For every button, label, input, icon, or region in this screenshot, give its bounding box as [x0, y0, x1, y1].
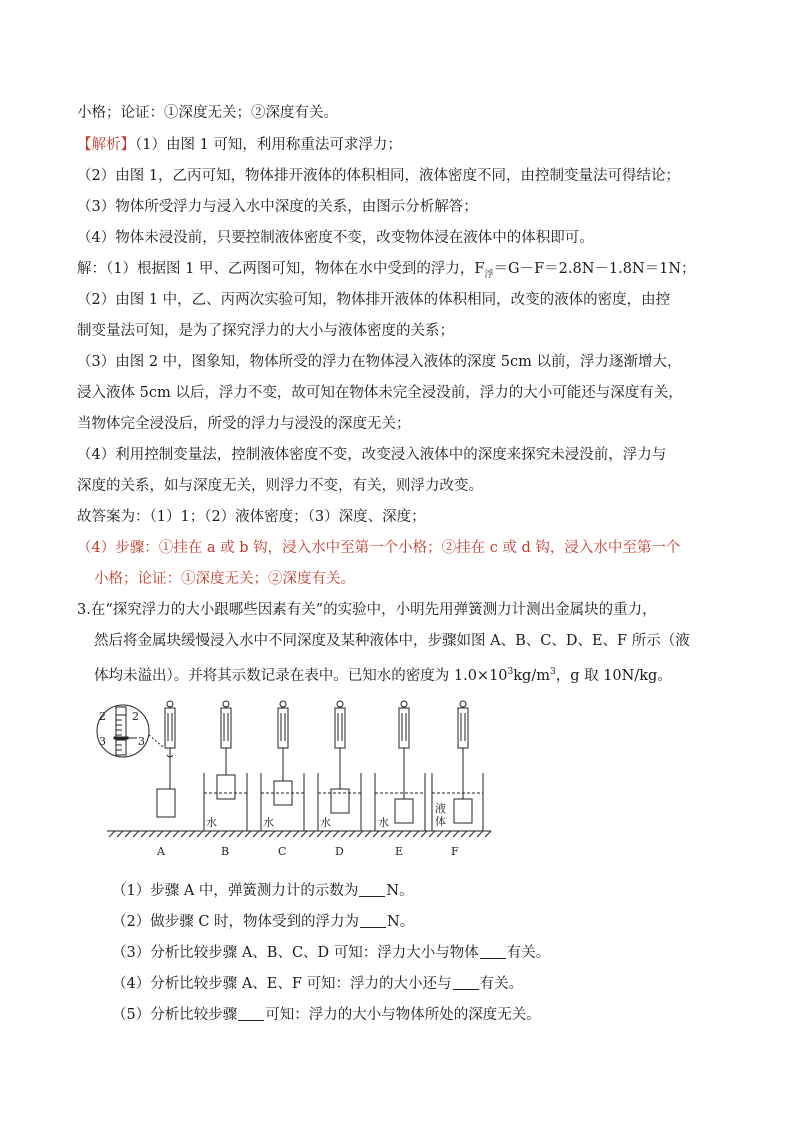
analysis-line-2: （2）由图 1，乙丙可知，物体排开液体的体积相同，液体密度不同，由控制变量法可得结论；	[77, 168, 681, 184]
sub-question-3-suffix: 有关。	[506, 945, 551, 961]
answer-line-4a: （4）步骤：①挂在 a 或 b 钩，浸入水中至第一个小格；②挂在 c 或 d 钩，浸入水中至第一个	[77, 540, 681, 556]
scale-tick-3-right: 3	[138, 735, 145, 748]
answer-blank-1[interactable]	[359, 882, 385, 897]
solution-line-3a: （3）由图 2 中，图象知，物体所受的浮力在物体浸入液体的深度 5cm 以前，浮力逐渐增大，	[77, 354, 682, 370]
solution-line-4a: （4）利用控制变量法，控制液体密度不变，改变浸入液体中的深度来探究未浸没前，浮力与	[77, 447, 667, 463]
answer-continuation: 小格；论证：①深度无关；②深度有关。	[77, 105, 338, 121]
analysis-line-1	[77, 135, 402, 155]
sub-question-2-unit: N。	[387, 914, 415, 930]
sub-question-5-suffix: 可知：浮力的大小与物体所处的深度无关。	[265, 1007, 541, 1023]
liquid-label-f-1: 液	[435, 802, 446, 815]
step-label-c: C	[278, 845, 287, 858]
sub-question-1-unit: N。	[386, 883, 414, 899]
spring-scale-e	[375, 701, 425, 831]
analysis-text-1: （1）由图 1 可知，利用称重法可求浮力；	[135, 137, 402, 153]
analysis-label: 【解析】	[77, 137, 135, 153]
answer-blank-2[interactable]	[360, 913, 386, 928]
spring-scale-c	[261, 701, 304, 831]
solution-line-3c: 当物体完全浸没后，所受的浮力与浸没的深度无关；	[77, 416, 411, 432]
stem-3-text-b: kg/m	[513, 667, 550, 684]
sub-question-3-text: （3）分析比较步骤 A、B、C、D 可知：浮力大小与物体	[112, 945, 479, 961]
step-label-f: F	[451, 845, 459, 858]
step-label-e: E	[395, 845, 404, 858]
scale-zoom-circle	[97, 705, 163, 757]
sub-question-4-text: （4）分析比较步骤 A、E、F 可知：浮力的大小还与	[112, 976, 452, 992]
stem-3-text-a: 体均未溢出）。并将其示数记录在表中。已知水的密度为 1.0×10	[94, 667, 508, 684]
spring-scale-a	[157, 701, 175, 817]
question-3-stem-1: 3.在“探究浮力的大小跟哪些因素有关”的实验中，小明先用弹簧测力计测出金属块的重力，	[77, 602, 657, 618]
question-3-stem-3	[94, 662, 672, 686]
solution-line-2b: 制变量法可知，是为了探究浮力的大小与液体密度的关系；	[77, 323, 454, 339]
question-3-stem-2: 然后将金属块缓慢浸入水中不同深度及某种液体中，步骤如图 A、B、C、D、E、F 所示（液	[94, 633, 690, 649]
water-label-d: 水	[320, 816, 331, 829]
scale-tick-3-left: 3	[99, 735, 106, 748]
solution-line-2a: （2）由图 1 中，乙、丙两次实验可知，物体排开液体的体积相同，改变的液体的密度，由控	[77, 292, 671, 308]
answer-line: 故答案为：（1）1；（2）液体密度；（3）深度、深度；	[77, 509, 426, 525]
answer-line-4b: 小格；论证：①深度无关；②深度有关。	[94, 571, 355, 587]
analysis-line-3: （3）物体所受浮力与浸入水中深度的关系，由图示分析解答；	[77, 199, 478, 215]
ground-hatching	[109, 831, 491, 837]
sub-question-4	[112, 974, 523, 994]
answer-blank-3[interactable]	[480, 944, 506, 959]
scale-tick-2-left: 2	[99, 710, 106, 723]
sub-question-2-text: （2）做步骤 C 时，物体受到的浮力为	[112, 914, 360, 930]
solution-text-1b: ＝G－F＝2.8N－1.8N＝1N；	[493, 261, 696, 277]
answer-blank-5[interactable]	[238, 1006, 264, 1021]
answer-blank-4[interactable]	[453, 975, 479, 990]
analysis-line-4: （4）物体未浸没前，只要控制液体密度不变，改变物体浸在液体中的体积即可。	[77, 230, 594, 246]
solution-line-4b: 深度的关系，如与深度无关，则浮力不变，有关，则浮力改变。	[77, 478, 483, 494]
sub-question-5-text: （5）分析比较步骤	[112, 1007, 238, 1023]
solution-text-1a: 解：（1）根据图 1 甲、乙两图可知，物体在水中受到的浮力，F	[77, 261, 485, 277]
water-label-e: 水	[378, 816, 389, 829]
stem-3-superscript: 3	[507, 667, 514, 677]
sub-question-1-text: （1）步骤 A 中，弹簧测力计的示数为	[112, 883, 359, 899]
spring-scale-d	[318, 701, 361, 831]
sub-question-3	[112, 943, 550, 963]
step-label-d: D	[335, 845, 344, 858]
sub-question-2	[112, 912, 414, 932]
sub-question-1	[112, 881, 414, 901]
scale-tick-2-right: 2	[132, 710, 139, 723]
step-label-b: B	[221, 845, 230, 858]
sub-question-4-suffix: 有关。	[479, 976, 524, 992]
water-label-c: 水	[263, 816, 274, 829]
sub-question-5	[112, 1005, 541, 1025]
experiment-figure	[95, 693, 495, 863]
stem-3-superscript-2: 3	[549, 667, 556, 677]
solution-line-1	[77, 259, 696, 285]
liquid-label-f-2: 体	[435, 815, 446, 828]
stem-3-text-c: ，g 取 10N/kg。	[555, 667, 672, 684]
spring-scale-b	[204, 701, 247, 831]
solution-line-3b: 浸入液体 5cm 以后，浮力不变，故可知在物体未完全浸没前，浮力的大小可能还与深度有关，	[77, 385, 683, 401]
buoyancy-subscript: 浮	[484, 269, 494, 280]
water-label-b: 水	[206, 816, 217, 829]
step-label-a: A	[157, 845, 165, 858]
